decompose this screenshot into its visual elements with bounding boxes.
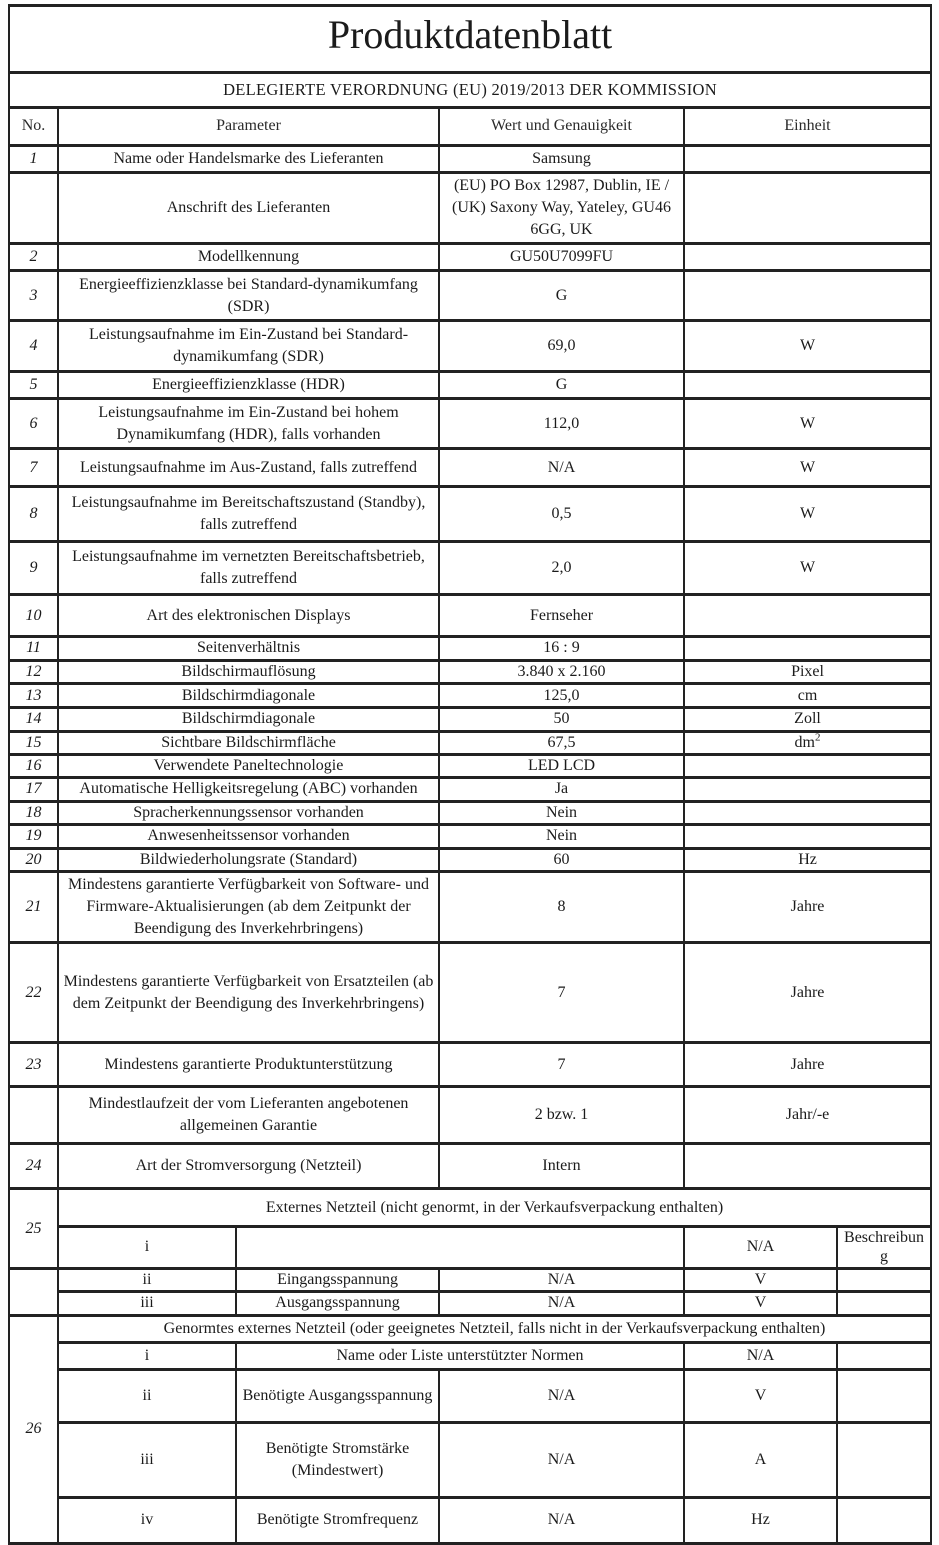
row-parameter: Mindestens garantierte Produktunterstützung: [58, 1043, 439, 1087]
row-unit: W: [684, 321, 931, 372]
row-value: N/A: [439, 1269, 684, 1292]
row-value: (EU) PO Box 12987, Dublin, IE / (UK) Saxony Way, Yateley, GU46 6GG, UK: [439, 173, 684, 244]
table-row: [9, 1043, 931, 1087]
row-value: Nein: [439, 801, 684, 824]
row-no: 2: [9, 244, 58, 271]
table-row: [9, 684, 931, 708]
section-26-row-iii: [9, 1422, 931, 1497]
row-no: 7: [9, 449, 58, 487]
row-unit: [684, 637, 931, 660]
table-row: [9, 825, 931, 848]
row-no: 6: [9, 399, 58, 449]
row-unit: [684, 271, 931, 321]
row-value: N/A: [684, 1342, 837, 1369]
row-no: 19: [9, 825, 58, 848]
row-parameter: Automatische Helligkeitsregelung (ABC) vorhanden: [58, 778, 439, 801]
row-parameter: Eingangsspannung: [236, 1269, 439, 1292]
row-no: 11: [9, 637, 58, 660]
section-25-row-i: [9, 1227, 931, 1269]
row-unit: [684, 825, 931, 848]
section-25-header: Externes Netzteil (nicht genormt, in der Verkaufsverpackung enthalten): [58, 1189, 931, 1227]
row-parameter: Seitenverhältnis: [58, 637, 439, 660]
row-no: 10: [9, 595, 58, 637]
section-26-header-row: [9, 1315, 931, 1342]
table-row: [9, 372, 931, 399]
row-parameter: Bildschirmdiagonale: [58, 684, 439, 708]
row-parameter: Leistungsaufnahme im Ein-Zustand bei Standard-dynamikumfang (SDR): [58, 321, 439, 372]
row-extra: [837, 1269, 931, 1292]
row-no: 12: [9, 660, 58, 683]
section-25-row-ii: [9, 1269, 931, 1292]
row-parameter: Leistungsaufnahme im Aus-Zustand, falls zutreffend: [58, 449, 439, 487]
row-parameter: Sichtbare Bildschirmfläche: [58, 731, 439, 754]
row-value: N/A: [439, 1422, 684, 1497]
row-unit: V: [684, 1369, 837, 1422]
row-value: 67,5: [439, 731, 684, 754]
row-parameter: Name oder Handelsmarke des Lieferanten: [58, 146, 439, 173]
row-parameter: Mindestens garantierte Verfügbarkeit von Software- und Firmware-Aktualisierungen (ab dem Zeitpunkt der Beendigung des Inverkehrbringens): [58, 871, 439, 942]
row-unit: Pixel: [684, 660, 931, 683]
table-row: [9, 542, 931, 595]
row-value: 50: [439, 708, 684, 731]
row-parameter: Art der Stromversorgung (Netzteil): [58, 1144, 439, 1189]
section-26-row-ii: [9, 1369, 931, 1422]
row-parameter: Anwesenheitssensor vorhanden: [58, 825, 439, 848]
row-parameter: Modellkennung: [58, 244, 439, 271]
row-value: 16 : 9: [439, 637, 684, 660]
sub-index: iv: [58, 1497, 236, 1543]
row-value: Samsung: [439, 146, 684, 173]
row-parameter: Ausgangsspannung: [236, 1292, 439, 1315]
table-row: [9, 801, 931, 824]
section-26-row-i: [9, 1342, 931, 1369]
row-value: 7: [439, 943, 684, 1043]
row-parameter: Mindestlaufzeit der vom Lieferanten angebotenen allgemeinen Garantie: [58, 1087, 439, 1144]
product-datasheet: [8, 4, 931, 1545]
row-unit: [684, 1144, 931, 1189]
row-no: 20: [9, 848, 58, 871]
table-row: [9, 660, 931, 683]
row-parameter: Verwendete Paneltechnologie: [58, 755, 439, 778]
row-value: Intern: [439, 1144, 684, 1189]
row-parameter: Anschrift des Lieferanten: [58, 173, 439, 244]
row-extra: [837, 1292, 931, 1315]
unit-text: dm: [794, 733, 815, 751]
row-value: N/A: [439, 1292, 684, 1315]
row-unit: Jahre: [684, 943, 931, 1043]
table-row: [9, 848, 931, 871]
row-no: 21: [9, 871, 58, 942]
row-value: 8: [439, 871, 684, 942]
table-row: [9, 1087, 931, 1144]
section-25-header-row: [9, 1189, 931, 1227]
row-unit: [684, 595, 931, 637]
table-row: [9, 595, 931, 637]
row-unit: W: [684, 542, 931, 595]
section-26-header: Genormtes externes Netzteil (oder geeignetes Netzteil, falls nicht in der Verkaufsverpackung enthalten): [58, 1315, 931, 1342]
row-value: LED LCD: [439, 755, 684, 778]
table-row: [9, 449, 931, 487]
row-parameter: Benötigte Ausgangsspannung: [236, 1369, 439, 1422]
row-no: 16: [9, 755, 58, 778]
table-row: [9, 146, 931, 173]
row-value: GU50U7099FU: [439, 244, 684, 271]
row-no: 9: [9, 542, 58, 595]
row-no: 24: [9, 1144, 58, 1189]
regulation-subtitle: DELEGIERTE VERORDNUNG (EU) 2019/2013 DER KOMMISSION: [9, 73, 931, 108]
page-title: Produktdatenblatt: [9, 6, 931, 73]
row-value: 2 bzw. 1: [439, 1087, 684, 1144]
subtitle-row: [9, 73, 931, 108]
row-parameter: Bildschirmdiagonale: [58, 708, 439, 731]
row-parameter: [236, 1227, 684, 1269]
row-parameter: Benötigte Stromfrequenz: [236, 1497, 439, 1543]
row-no: [9, 1269, 58, 1316]
column-header-row: [9, 108, 931, 146]
row-unit: Jahre: [684, 871, 931, 942]
row-unit: Jahre: [684, 1043, 931, 1087]
row-no: 26: [9, 1315, 58, 1543]
section-26-row-iv: [9, 1497, 931, 1543]
col-header-unit: Einheit: [684, 108, 931, 146]
row-parameter: Name oder Liste unterstützter Normen: [236, 1342, 684, 1369]
row-unit: Zoll: [684, 708, 931, 731]
row-no: 14: [9, 708, 58, 731]
sub-index: ii: [58, 1369, 236, 1422]
table-row: [9, 731, 931, 754]
row-value: N/A: [439, 449, 684, 487]
row-value: 69,0: [439, 321, 684, 372]
row-parameter: Leistungsaufnahme im Ein-Zustand bei hohem Dynamikumfang (HDR), falls vorhanden: [58, 399, 439, 449]
row-unit: W: [684, 449, 931, 487]
table-row: [9, 244, 931, 271]
col-header-no: No.: [9, 108, 58, 146]
sub-index: iii: [58, 1422, 236, 1497]
row-unit: Jahr/-e: [684, 1087, 931, 1144]
row-unit: Hz: [684, 848, 931, 871]
row-no: [9, 1087, 58, 1144]
unit-superscript: 2: [814, 731, 821, 744]
row-unit: cm: [684, 684, 931, 708]
row-no: 4: [9, 321, 58, 372]
table-row: [9, 1144, 931, 1189]
row-no: 13: [9, 684, 58, 708]
row-parameter: Mindestens garantierte Verfügbarkeit von Ersatzteilen (ab dem Zeitpunkt der Beendigung des Inverkehrbringens): [58, 943, 439, 1043]
row-value: G: [439, 271, 684, 321]
row-unit: [684, 244, 931, 271]
row-extra: [837, 1497, 931, 1543]
table-row: [9, 173, 931, 244]
row-unit: [684, 372, 931, 399]
table-row: [9, 399, 931, 449]
row-value: 125,0: [439, 684, 684, 708]
sub-index: i: [58, 1342, 236, 1369]
row-parameter: Leistungsaufnahme im vernetzten Bereitschaftsbetrieb, falls zutreffend: [58, 542, 439, 595]
row-no: 15: [9, 731, 58, 754]
row-value: 60: [439, 848, 684, 871]
table-row: [9, 487, 931, 542]
row-parameter: Bildwiederholungsrate (Standard): [58, 848, 439, 871]
table-row: [9, 778, 931, 801]
row-no: 22: [9, 943, 58, 1043]
row-no: [9, 173, 58, 244]
row-parameter: Benötigte Stromstärke (Mindestwert): [236, 1422, 439, 1497]
row-value: Ja: [439, 778, 684, 801]
row-no: 18: [9, 801, 58, 824]
table-row: [9, 943, 931, 1043]
row-no: 17: [9, 778, 58, 801]
row-value: 2,0: [439, 542, 684, 595]
col-header-parameter: Parameter: [58, 108, 439, 146]
row-unit: [684, 801, 931, 824]
row-parameter: Energieeffizienzklasse (HDR): [58, 372, 439, 399]
row-value: 7: [439, 1043, 684, 1087]
row-unit: W: [684, 399, 931, 449]
table-row: [9, 637, 931, 660]
row-value: 112,0: [439, 399, 684, 449]
row-unit: [684, 731, 931, 754]
row-value: N/A: [439, 1497, 684, 1543]
sub-index: iii: [58, 1292, 236, 1315]
row-no: 5: [9, 372, 58, 399]
row-no: 23: [9, 1043, 58, 1087]
row-parameter: Bildschirmauflösung: [58, 660, 439, 683]
row-unit: [684, 146, 931, 173]
description-column-label: Beschreibung: [837, 1227, 931, 1269]
row-unit: Hz: [684, 1497, 837, 1543]
row-extra: [837, 1422, 931, 1497]
title-row: [9, 6, 931, 73]
table-row: [9, 755, 931, 778]
row-value: 0,5: [439, 487, 684, 542]
row-unit: V: [684, 1292, 837, 1315]
table-row: [9, 708, 931, 731]
row-extra: [837, 1369, 931, 1422]
row-unit: [684, 778, 931, 801]
row-parameter: Spracherkennungssensor vorhanden: [58, 801, 439, 824]
row-unit: [684, 173, 931, 244]
row-no: 8: [9, 487, 58, 542]
sub-index: ii: [58, 1269, 236, 1292]
row-parameter: Art des elektronischen Displays: [58, 595, 439, 637]
row-value: N/A: [439, 1369, 684, 1422]
row-value: G: [439, 372, 684, 399]
row-parameter: Energieeffizienzklasse bei Standard-dynamikumfang (SDR): [58, 271, 439, 321]
row-value: Fernseher: [439, 595, 684, 637]
row-parameter: Leistungsaufnahme im Bereitschaftszustand (Standby), falls zutreffend: [58, 487, 439, 542]
section-25-row-iii: [9, 1292, 931, 1315]
row-no: 3: [9, 271, 58, 321]
row-extra: [837, 1342, 931, 1369]
product-datasheet-table: [8, 4, 932, 1545]
row-unit: W: [684, 487, 931, 542]
row-unit: V: [684, 1269, 837, 1292]
table-row: [9, 271, 931, 321]
row-unit: A: [684, 1422, 837, 1497]
row-no: 25: [9, 1189, 58, 1269]
table-row: [9, 321, 931, 372]
row-value: N/A: [684, 1227, 837, 1269]
row-no: 1: [9, 146, 58, 173]
row-value: Nein: [439, 825, 684, 848]
sub-index: i: [58, 1227, 236, 1269]
table-row: [9, 871, 931, 942]
row-unit: [684, 755, 931, 778]
row-value: 3.840 x 2.160: [439, 660, 684, 683]
col-header-value: Wert und Genauigkeit: [439, 108, 684, 146]
